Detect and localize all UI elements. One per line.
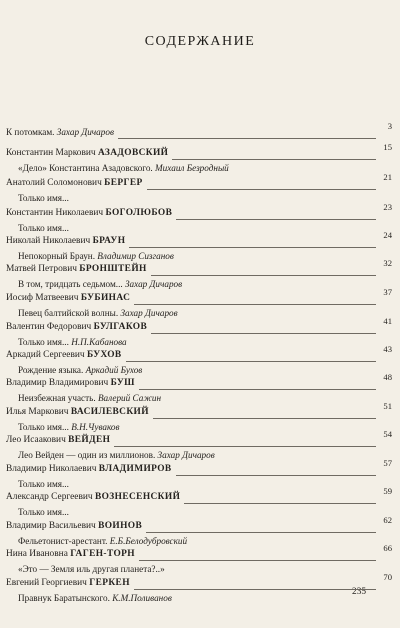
entry-author: В.Н.Чуваков: [71, 422, 120, 432]
entry-name: [6, 146, 172, 160]
entry-given-names: Александр Сергеевич: [6, 492, 93, 502]
entry-subtitle-line: [6, 506, 392, 519]
contents-entry: [6, 258, 392, 294]
entry-name: [6, 519, 146, 533]
entry-name: [6, 376, 139, 390]
entry-surname: БРАУН: [92, 236, 126, 246]
contents-entry: [6, 429, 392, 465]
entry-given-names: Иосиф Матвеевич: [6, 293, 79, 303]
entry-page-number: 43: [383, 344, 392, 354]
entry-page-number: 51: [383, 401, 392, 411]
entry-given-names: Илья Маркович: [6, 407, 69, 417]
entry-surname: ВАСИЛЕВСКИЙ: [70, 407, 149, 417]
contents-entry: [6, 486, 392, 522]
entry-name: [6, 206, 176, 220]
entry-page-number: 70: [383, 572, 392, 582]
entry-author: Михаил Безродный: [155, 163, 229, 173]
contents-entry: [6, 572, 392, 608]
intro-page-number: 3: [387, 121, 392, 131]
entry-given-names: Лео Исаакович: [6, 435, 66, 445]
entry-subtitle-line: [6, 592, 392, 605]
entry-subtitle: Только имя...: [18, 422, 69, 432]
entry-page-number: 59: [383, 486, 392, 496]
entry-subtitle: Лео Вейден — один из миллионов.: [18, 450, 156, 460]
entry-subtitle: «Дело» Константина Азадовского.: [18, 163, 153, 173]
entry-name: [6, 234, 129, 248]
entry-page-number: 57: [383, 458, 392, 468]
entry-name: [6, 291, 134, 305]
entry-given-names: Матвей Петрович: [6, 264, 77, 274]
entry-subtitle: Певец балтийской волны.: [18, 308, 119, 318]
entry-author: Захар Дичаров: [157, 450, 215, 460]
entry-given-names: Валентин Федорович: [6, 322, 92, 332]
entry-author: Валерий Сажин: [97, 393, 162, 403]
intro-line: [6, 125, 118, 139]
entry-surname: БРОНШТЕЙН: [79, 264, 147, 274]
entry-subtitle: Только имя...: [18, 193, 69, 203]
contents-intro: [6, 121, 392, 141]
entry-subtitle: Фельетонист-арестант.: [18, 536, 108, 546]
intro-text: К потомкам.: [6, 127, 55, 137]
entry-surname: ГАГЕН-ТОРН: [70, 549, 135, 559]
page-title: СОДЕРЖАНИЕ: [144, 34, 256, 49]
entry-page-number: 24: [383, 230, 392, 240]
entry-name: [6, 348, 126, 362]
contents-entry: [6, 287, 392, 323]
entry-given-names: Константин Маркович: [6, 148, 96, 158]
entry-subtitle: Неизбежная участь.: [18, 393, 96, 403]
entry-surname: ВОИНОВ: [98, 521, 143, 531]
entry-subtitle-line: [6, 449, 392, 462]
entry-page-number: 48: [383, 372, 392, 382]
entry-page-number: 62: [383, 515, 392, 525]
entry-subtitle: Правнук Баратынского.: [18, 593, 110, 603]
contents-entry: [6, 372, 392, 408]
entry-page-number: 37: [383, 287, 392, 297]
entry-subtitle-line: [6, 192, 392, 205]
entry-given-names: Константин Николаевич: [6, 208, 104, 218]
contents-entry: [6, 543, 392, 579]
entry-name: [6, 462, 176, 476]
entry-surname: ВЛАДИМИРОВ: [98, 464, 172, 474]
contents-entry: [6, 142, 392, 178]
intro-author: Захар Дичаров: [56, 127, 114, 137]
entry-surname: БУХОВ: [86, 350, 122, 360]
entry-given-names: Николай Николаевич: [6, 236, 91, 246]
entry-page-number: 41: [383, 316, 392, 326]
entry-surname: БОГОЛЮБОВ: [105, 208, 173, 218]
entry-subtitle: Рождение языка.: [18, 365, 84, 375]
entry-name: [6, 176, 147, 190]
entry-surname: ГЕРКЕН: [89, 578, 130, 588]
entry-surname: БУШ: [110, 378, 135, 388]
entry-given-names: Владимир Николаевич: [6, 464, 97, 474]
entry-name: [6, 262, 151, 276]
entry-surname: ВОЗНЕСЕНСКИЙ: [94, 492, 181, 502]
entry-given-names: Аркадий Сергеевич: [6, 350, 85, 360]
entry-given-names: Евгений Георгиевич: [6, 578, 87, 588]
entry-author: Захар Дичаров: [120, 308, 178, 318]
entry-page-number: 66: [383, 543, 392, 553]
entry-subtitle: Только имя...: [18, 337, 69, 347]
folio-number: 235: [352, 587, 367, 597]
entry-subtitle-line: [6, 278, 392, 291]
entry-subtitle-line: [6, 392, 392, 405]
entry-page-number: 54: [383, 429, 392, 439]
entry-name: [6, 320, 151, 334]
entry-author: Захар Дичаров: [124, 279, 183, 289]
entry-author: К.М.Поливанов: [112, 593, 172, 603]
entry-given-names: Анатолий Соломонович: [6, 178, 102, 188]
entry-subtitle: Только имя...: [18, 507, 69, 517]
entry-name: [6, 490, 184, 504]
entry-surname: БЕРГЕР: [104, 178, 143, 188]
entry-subtitle: Непокорный Браун.: [18, 251, 95, 261]
entry-name: [6, 547, 139, 561]
entry-surname: АЗАДОВСКИЙ: [97, 148, 169, 158]
entry-given-names: Владимир Васильевич: [6, 521, 96, 531]
entry-author: Н.П.Кабанова: [71, 337, 127, 347]
entry-author: Владимир Сизганов: [97, 251, 174, 261]
entry-subtitle-line: [6, 162, 392, 175]
entry-given-names: Владимир Владимирович: [6, 378, 109, 388]
entry-name: [6, 576, 134, 590]
entry-surname: ВЕЙДЕН: [68, 435, 111, 445]
entry-name: [6, 405, 153, 419]
entry-page-number: 21: [383, 172, 392, 182]
entry-surname: БУЛГАКОВ: [93, 322, 148, 332]
entry-subtitle: В том, тридцать седьмом...: [18, 279, 123, 289]
contents-entry: [6, 172, 392, 208]
entry-subtitle-line: [6, 307, 392, 320]
entry-page-number: 32: [383, 258, 392, 268]
entry-given-names: Нина Ивановна: [6, 549, 68, 559]
entry-page-number: 23: [383, 202, 392, 212]
entry-author: Е.Б.Белодубровский: [109, 536, 188, 546]
entry-subtitle: Только имя...: [18, 223, 69, 233]
entry-subtitle-line: [6, 563, 392, 576]
entry-surname: БУБИНАС: [80, 293, 131, 303]
entry-page-number: 15: [383, 142, 392, 152]
entry-author: Аркадий Бухов: [85, 365, 143, 375]
entry-subtitle: «Это — Земля иль другая планета?..»: [18, 564, 165, 574]
entry-name: [6, 433, 114, 447]
entry-subtitle: Только имя...: [18, 479, 69, 489]
